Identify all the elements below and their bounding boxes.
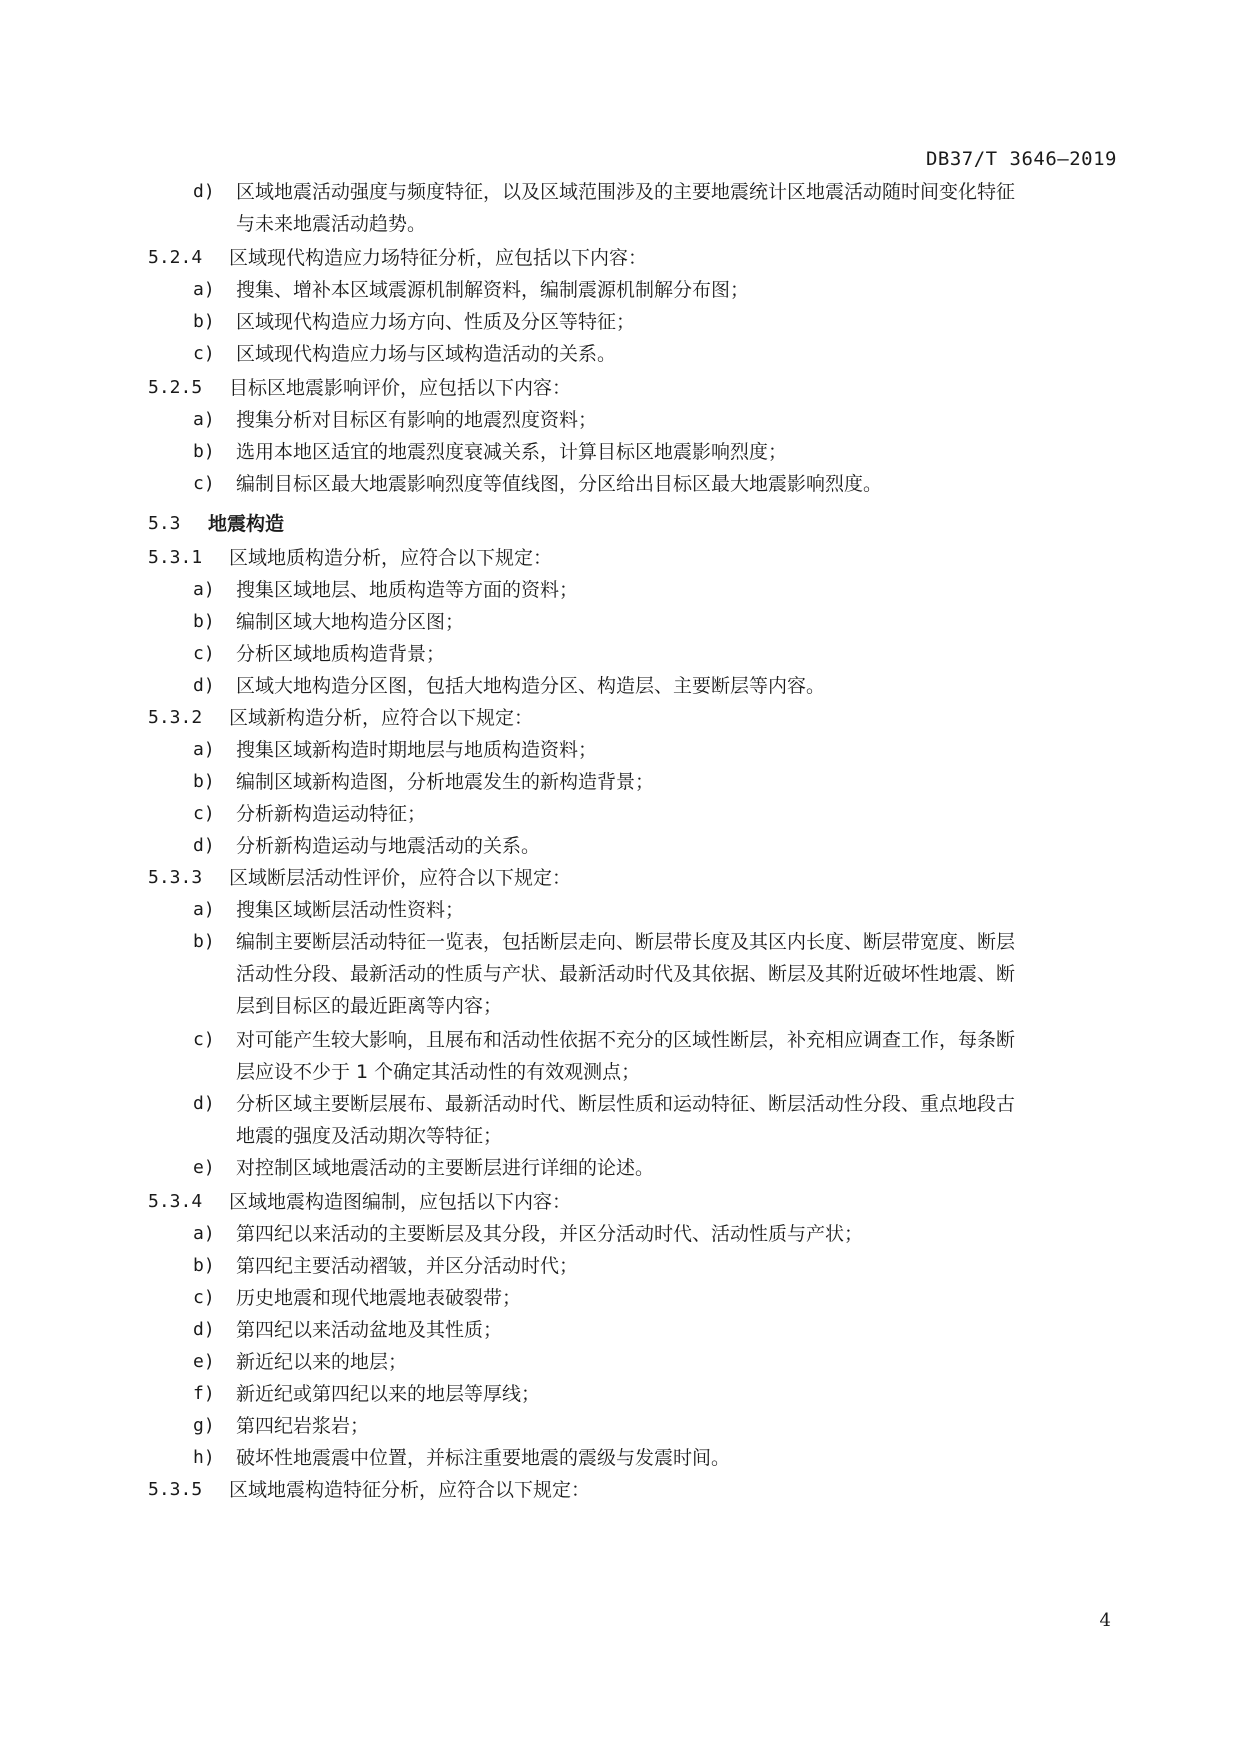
page-number: 4 [1099, 1610, 1111, 1631]
item-number: b) [193, 771, 215, 792]
item-text: 区域现代构造应力场方向、性质及分区等特征； [236, 311, 636, 333]
item-text: 搜集、增补本区域震源机制解资料，编制震源机制解分布图； [236, 279, 750, 301]
item-text: 区域地质构造分析，应符合以下规定： [229, 547, 553, 569]
item-number: 5.3.2 [148, 707, 203, 728]
document-code: DB37/T 3646—2019 [925, 148, 1117, 170]
item-text: 层应设不少于 1 个确定其活动性的有效观测点； [236, 1061, 641, 1083]
item-text: 第四纪以来活动盆地及其性质； [236, 1319, 503, 1341]
item-number: 5.3.4 [148, 1191, 203, 1212]
item-text: 编制主要断层活动特征一览表，包括断层走向、断层带长度及其区内长度、断层带宽度、断层 [236, 931, 1016, 953]
item-text: 对可能产生较大影响，且展布和活动性依据不充分的区域性断层，补充相应调查工作，每条断 [236, 1029, 1016, 1051]
item-text: 第四纪主要活动褶皱，并区分活动时代； [236, 1255, 579, 1277]
item-number: f) [193, 1383, 215, 1404]
item-text: 与未来地震活动趋势。 [236, 213, 427, 235]
item-text: 选用本地区适宜的地震烈度衰减关系，计算目标区地震影响烈度； [236, 441, 788, 463]
item-number: b) [193, 311, 215, 332]
item-number: a) [193, 579, 215, 600]
item-number: a) [193, 1223, 215, 1244]
item-text: 区域断层活动性评价，应符合以下规定： [229, 867, 572, 889]
item-number: 5.3.3 [148, 867, 203, 888]
item-number: c) [193, 343, 215, 364]
item-text: 编制目标区最大地震影响烈度等值线图，分区给出目标区最大地震影响烈度。 [236, 473, 883, 495]
item-number: 5.2.4 [148, 247, 203, 268]
item-text: 区域现代构造应力场与区域构造活动的关系。 [236, 343, 617, 365]
item-text: 地震构造 [208, 513, 285, 535]
item-number: d) [193, 675, 215, 696]
item-text: 新近纪以来的地层； [236, 1351, 408, 1373]
item-text: 区域现代构造应力场特征分析，应包括以下内容： [229, 247, 648, 269]
item-text: 对控制区域地震活动的主要断层进行详细的论述。 [236, 1157, 655, 1179]
item-number: 5.2.5 [148, 377, 203, 398]
item-text: 层到目标区的最近距离等内容； [236, 995, 503, 1017]
item-text: 分析新构造运动与地震活动的关系。 [236, 835, 541, 857]
item-number: g) [193, 1415, 215, 1436]
item-number: c) [193, 803, 215, 824]
item-text: 第四纪岩浆岩； [236, 1415, 370, 1437]
item-number: b) [193, 1255, 215, 1276]
item-number: c) [193, 1287, 215, 1308]
item-number: b) [193, 931, 215, 952]
item-number: d) [193, 835, 215, 856]
item-text: 编制区域大地构造分区图； [236, 611, 465, 633]
item-number: a) [193, 899, 215, 920]
item-number: d) [193, 181, 215, 202]
item-number: 5.3.1 [148, 547, 203, 568]
item-text: 新近纪或第四纪以来的地层等厚线； [236, 1383, 541, 1405]
item-text: 搜集区域新构造时期地层与地质构造资料； [236, 739, 598, 761]
item-number: d) [193, 1319, 215, 1340]
item-number: c) [193, 1029, 215, 1050]
item-text: 地震的强度及活动期次等特征； [236, 1125, 503, 1147]
item-text: 搜集分析对目标区有影响的地震烈度资料； [236, 409, 598, 431]
item-text: 破坏性地震震中位置，并标注重要地震的震级与发震时间。 [236, 1447, 731, 1469]
item-number: a) [193, 409, 215, 430]
item-text: 区域地震活动强度与频度特征，以及区域范围涉及的主要地震统计区地震活动随时间变化特征 [236, 181, 1016, 203]
item-text: 分析区域主要断层展布、最新活动时代、断层性质和运动特征、断层活动性分段、重点地段古 [236, 1093, 1016, 1115]
item-text: 分析区域地质构造背景； [236, 643, 446, 665]
item-text: 编制区域新构造图，分析地震发生的新构造背景； [236, 771, 655, 793]
item-text: 区域新构造分析，应符合以下规定： [229, 707, 534, 729]
item-text: 活动性分段、最新活动的性质与产状、最新活动时代及其依据、断层及其附近破坏性地震、断 [236, 963, 1016, 985]
item-text: 第四纪以来活动的主要断层及其分段，并区分活动时代、活动性质与产状； [236, 1223, 864, 1245]
item-number: e) [193, 1351, 215, 1372]
item-number: a) [193, 739, 215, 760]
item-number: b) [193, 441, 215, 462]
item-number: c) [193, 473, 215, 494]
item-number: e) [193, 1157, 215, 1178]
item-number: 5.3.5 [148, 1479, 203, 1500]
item-text: 分析新构造运动特征； [236, 803, 427, 825]
item-text: 区域地震构造特征分析，应符合以下规定： [229, 1479, 591, 1501]
item-text: 搜集区域断层活动性资料； [236, 899, 465, 921]
item-text: 区域地震构造图编制，应包括以下内容： [229, 1191, 572, 1213]
item-text: 搜集区域地层、地质构造等方面的资料； [236, 579, 579, 601]
item-number: h) [193, 1447, 215, 1468]
item-number: c) [193, 643, 215, 664]
item-text: 目标区地震影响评价，应包括以下内容： [229, 377, 572, 399]
item-number: b) [193, 611, 215, 632]
item-number: 5.3 [148, 513, 181, 534]
item-text: 历史地震和现代地震地表破裂带； [236, 1287, 522, 1309]
item-text: 区域大地构造分区图，包括大地构造分区、构造层、主要断层等内容。 [236, 675, 826, 697]
item-number: a) [193, 279, 215, 300]
item-number: d) [193, 1093, 215, 1114]
